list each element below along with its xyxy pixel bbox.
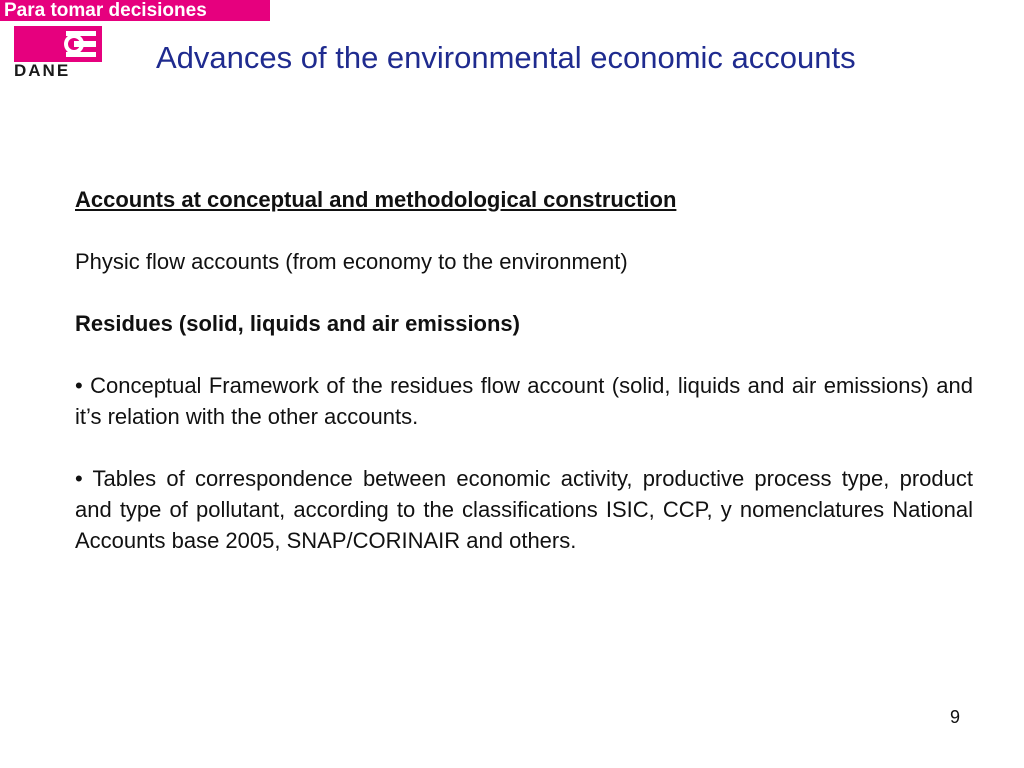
- spacer: [75, 339, 973, 370]
- dane-logo: [14, 26, 102, 78]
- residues-heading: Residues (solid, liquids and air emissions): [75, 311, 520, 336]
- brand-tagline: Para tomar decisiones: [0, 0, 270, 21]
- spacer: [75, 277, 973, 308]
- spacer: [75, 432, 973, 463]
- bullet-item: • Conceptual Framework of the residues flow account (solid, liquids and air emissions) and it’s relation with the other accounts.: [75, 373, 973, 429]
- section-heading: Accounts at conceptual and methodological construction: [75, 187, 677, 212]
- subtitle-text: Physic flow accounts (from economy to the environment): [75, 249, 628, 274]
- page-number: 9: [950, 707, 961, 727]
- dane-logo-icon: [14, 26, 102, 62]
- slide-title: Advances of the environmental economic accounts: [156, 40, 856, 75]
- bullet-item: • Tables of correspondence between economic activity, productive process type, product and type of pollutant, according to the classifications ISIC, CCP, y nomenclatures National Accounts base 2005, SNAP/CORINAIR and others.: [75, 466, 973, 553]
- slide-content: [75, 184, 973, 556]
- logo-wordmark: DANE: [14, 61, 71, 80]
- spacer: [75, 215, 973, 246]
